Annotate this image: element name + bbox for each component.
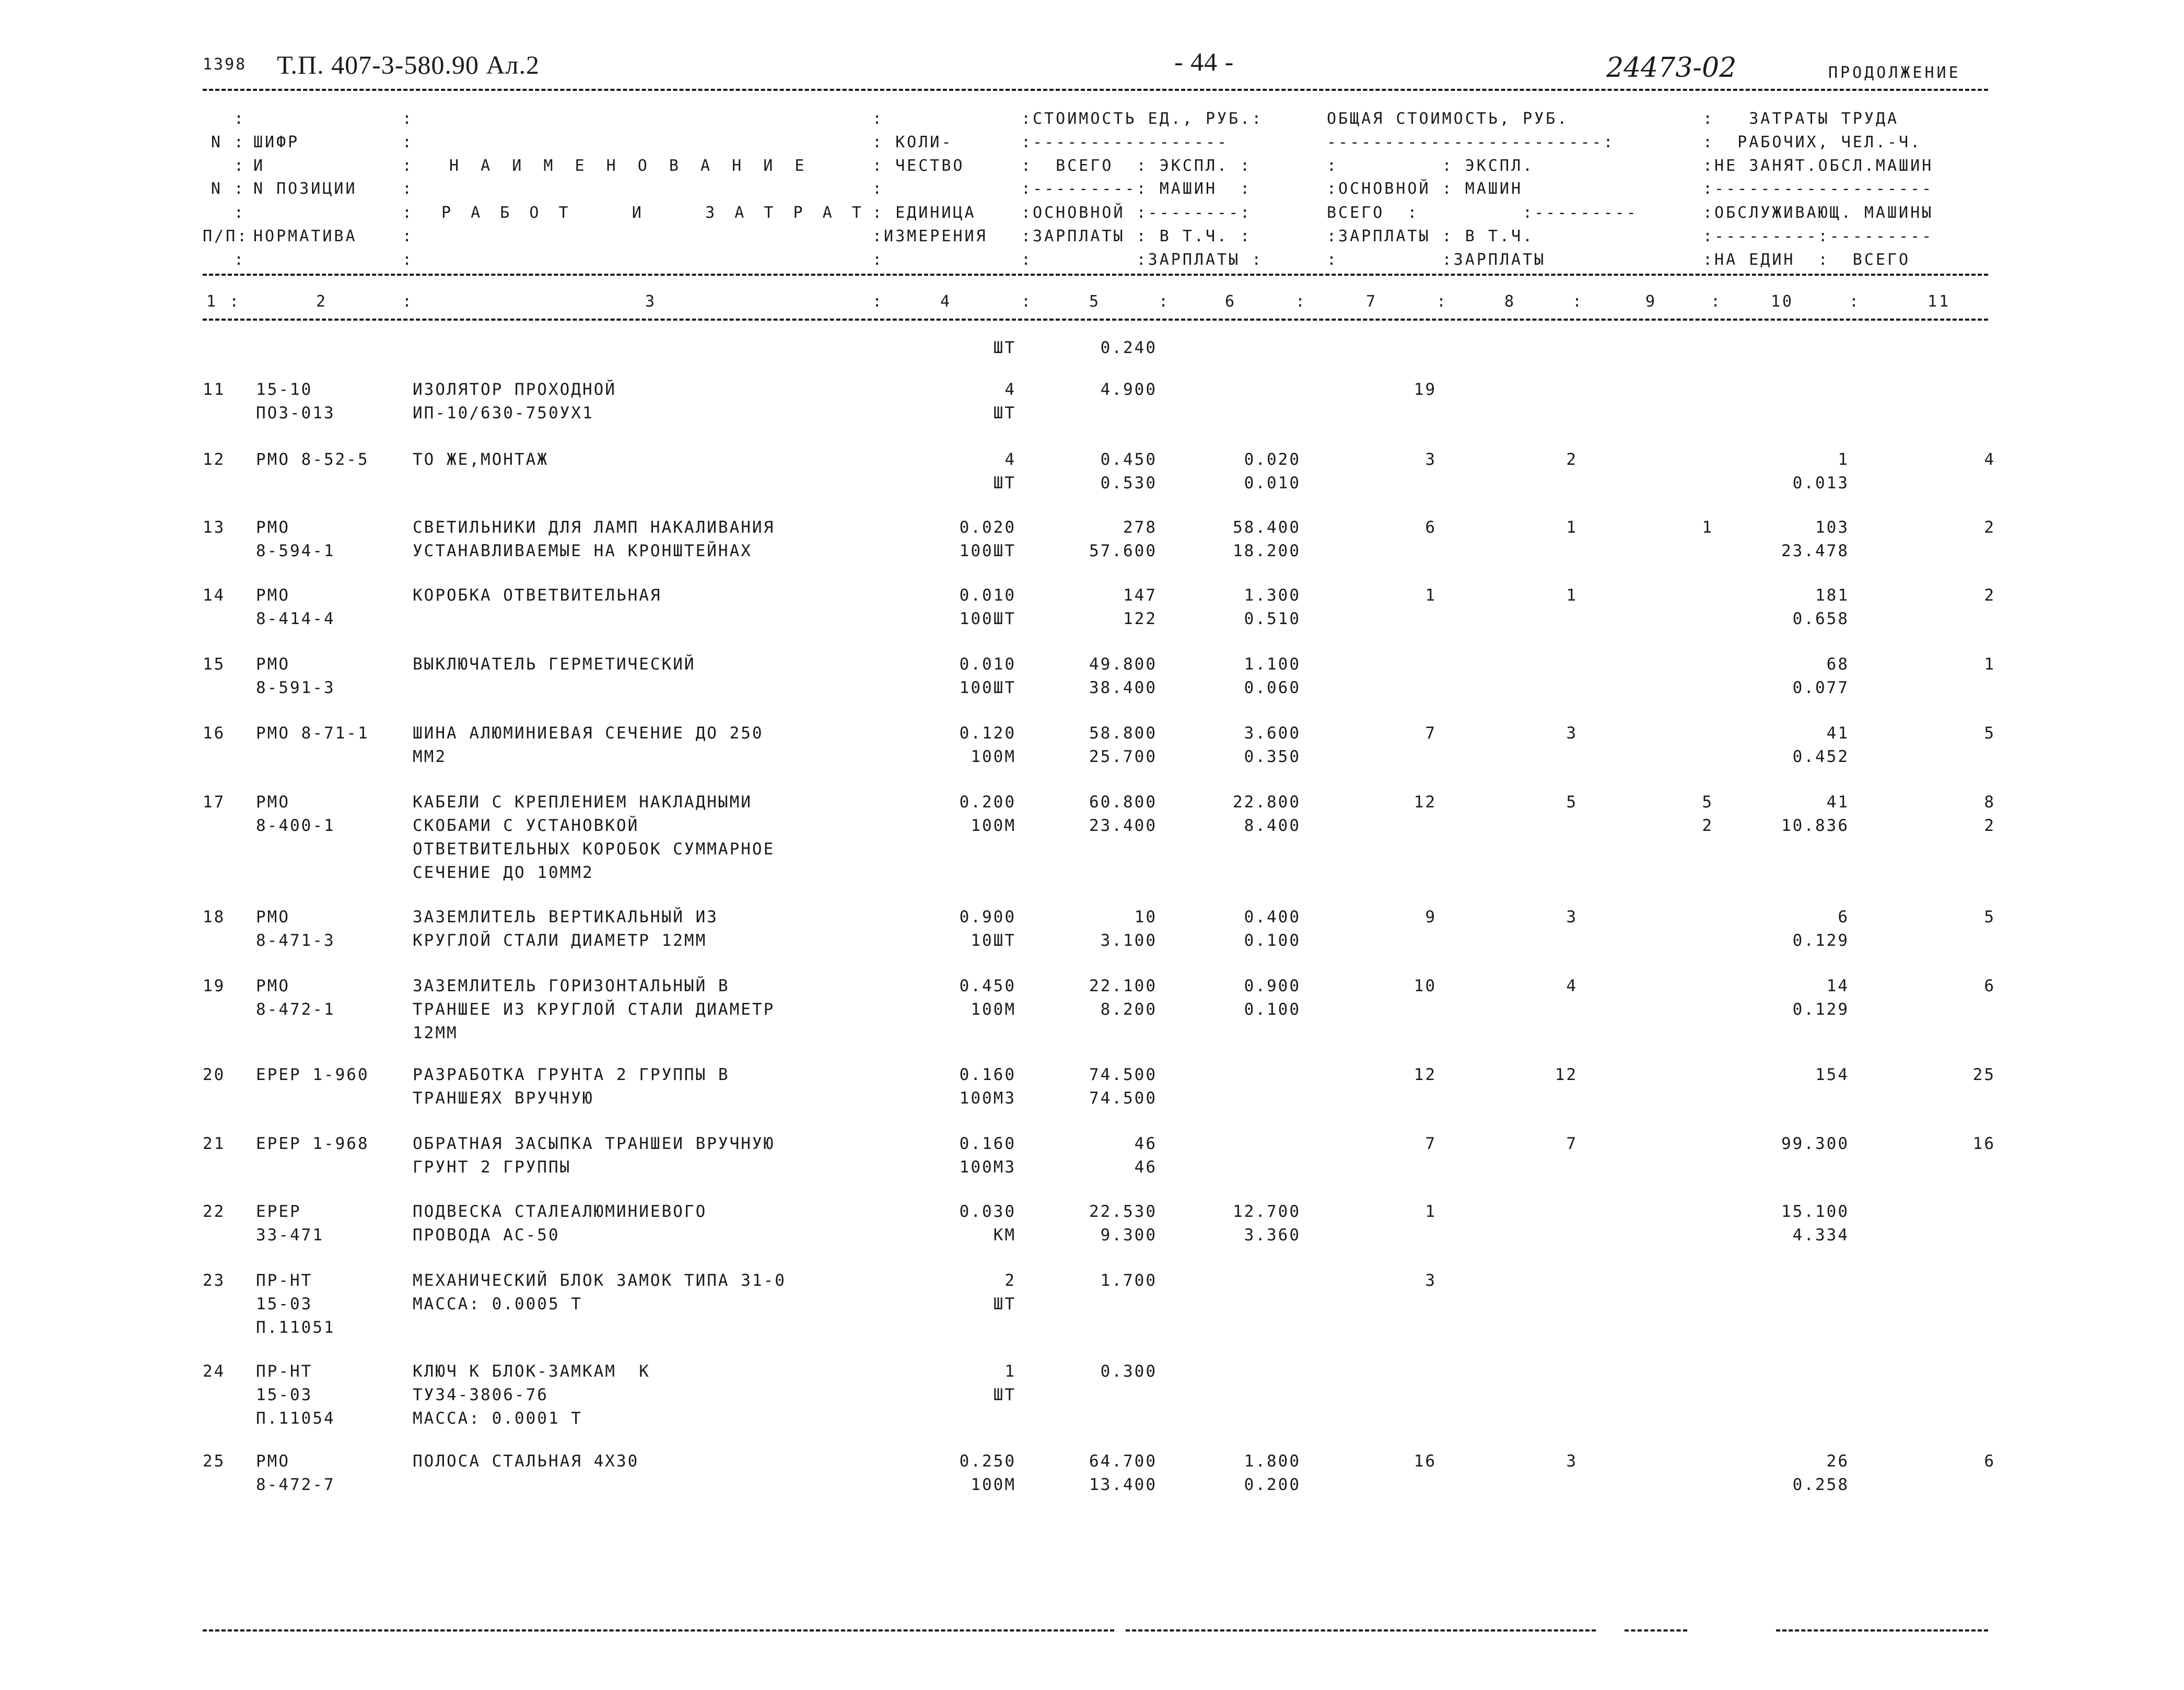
- row-name-cell: КАБЕЛИ С КРЕПЛЕНИЕМ НАКЛАДНЫМИ: [413, 793, 752, 812]
- row-qty-cell: 4: [1005, 450, 1016, 469]
- column-number: :: [1159, 292, 1171, 311]
- row-c10-cell: 0.129: [1792, 1000, 1849, 1019]
- column-number: :: [1021, 292, 1033, 311]
- row-c11-cell: 4: [1984, 450, 1995, 469]
- row-code-cell: ПОЗ-013: [256, 404, 335, 422]
- row-number: 22: [203, 1202, 226, 1221]
- header-col-code-line: N ПОЗИЦИИ: [253, 180, 357, 198]
- column-number: 6: [1225, 292, 1237, 311]
- header-col-unit-cost-line: :ОСНОВНОЙ :--------:: [1021, 204, 1252, 222]
- header-col-code-line: ШИФР: [253, 133, 300, 151]
- row-c5-cell: 9.300: [1100, 1226, 1157, 1245]
- row-name-cell: СВЕТИЛЬНИКИ ДЛЯ ЛАМП НАКАЛИВАНИЯ: [413, 518, 775, 537]
- row-c10-cell: 181: [1815, 586, 1849, 605]
- carry-over-price: 0.240: [1100, 338, 1157, 357]
- row-c5-cell: 74.500: [1089, 1065, 1157, 1084]
- row-qty-cell: ШТ: [993, 1295, 1016, 1313]
- column-number: :: [1711, 292, 1723, 311]
- row-number: 20: [203, 1065, 226, 1084]
- row-name-cell: ТРАНШЕЯХ ВРУЧНУЮ: [413, 1089, 594, 1108]
- bottom-rule-a: [203, 1629, 1114, 1632]
- row-c5-cell: 3.100: [1100, 931, 1157, 950]
- row-c5-cell: 22.530: [1089, 1202, 1157, 1221]
- row-qty-cell: 100ШТ: [959, 542, 1016, 560]
- row-code-cell: 15-03: [256, 1386, 313, 1404]
- header-col-unit-cost-line: :---------: МАШИН :: [1021, 180, 1252, 198]
- header-col-labor-line: : РАБОЧИХ, ЧЕЛ.-Ч.: [1703, 133, 1922, 151]
- column-number: 3: [645, 292, 657, 311]
- header-col-qty-line: :: [872, 180, 884, 198]
- row-c10-cell: 10.836: [1781, 816, 1849, 835]
- row-name-cell: МЕХАНИЧЕСКИЙ БЛОК ЗАМОК ТИПА 31-0: [413, 1271, 786, 1290]
- row-c10-cell: 4.334: [1792, 1226, 1849, 1245]
- row-number: 14: [203, 586, 226, 605]
- row-name-cell: ММ2: [413, 747, 447, 766]
- row-c6-cell: 22.800: [1233, 793, 1301, 812]
- row-c8-cell: 1: [1566, 586, 1578, 605]
- row-qty-cell: 0.160: [959, 1065, 1016, 1084]
- row-c7-cell: 7: [1425, 724, 1436, 743]
- row-c5-cell: 0.300: [1100, 1362, 1157, 1381]
- column-number: :: [1572, 292, 1584, 311]
- row-qty-cell: 100М: [971, 816, 1016, 835]
- row-code-cell: РМО: [256, 1452, 290, 1471]
- row-code-cell: РМО: [256, 908, 290, 926]
- row-c10-cell: 103: [1815, 518, 1849, 537]
- row-c10-cell: 1: [1838, 450, 1849, 469]
- row-qty-cell: 100ШТ: [959, 609, 1016, 628]
- header-name-title: Н А И М Е Н О В А Н И Е: [449, 157, 811, 175]
- header-col-unit-cost-line: :-----------------: [1021, 133, 1229, 151]
- row-code-cell: РМО: [256, 977, 290, 995]
- row-code-cell: 8-414-4: [256, 609, 335, 628]
- row-c10-cell: 0.258: [1792, 1475, 1849, 1494]
- row-qty-cell: 100М: [971, 747, 1016, 766]
- row-c6-cell: 0.100: [1244, 931, 1301, 950]
- row-number: 12: [203, 450, 226, 469]
- header-col-labor-line: :НА ЕДИН : ВСЕГО: [1703, 251, 1911, 269]
- row-qty-cell: 100М3: [959, 1158, 1016, 1177]
- row-c11-cell: 1: [1984, 655, 1995, 674]
- row-c10-cell: 68: [1826, 655, 1849, 674]
- header-col-index-line: N :: [211, 133, 246, 151]
- row-c5-cell: 60.800: [1089, 793, 1157, 812]
- row-c5-cell: 23.400: [1089, 816, 1157, 835]
- header-col-labor-line: :---------:---------: [1703, 227, 1934, 245]
- row-code-cell: 8-471-3: [256, 931, 335, 950]
- row-c10-cell: 14: [1826, 977, 1849, 995]
- header-col-qty-line: :ИЗМЕРЕНИЯ: [872, 227, 988, 245]
- row-qty-cell: 0.020: [959, 518, 1016, 537]
- row-qty-cell: 100М: [971, 1475, 1016, 1494]
- page-number: - 44 -: [1174, 47, 1234, 76]
- row-c8-cell: 2: [1566, 450, 1578, 469]
- row-qty-cell: 100М3: [959, 1089, 1016, 1108]
- row-c10-cell: 154: [1815, 1065, 1849, 1084]
- row-name-cell: РАЗРАБОТКА ГРУНТА 2 ГРУППЫ В: [413, 1065, 730, 1084]
- row-c6-cell: 0.200: [1244, 1475, 1301, 1494]
- row-c6-cell: 0.350: [1244, 747, 1301, 766]
- row-name-cell: МАССА: 0.0001 Т: [413, 1409, 582, 1428]
- row-qty-cell: 1: [1005, 1362, 1016, 1381]
- header-col-labor-line: :ОБСЛУЖИВАЮЩ. МАШИНЫ: [1703, 204, 1934, 222]
- column-number: 8: [1504, 292, 1516, 311]
- header-col-unit-cost-line: : ВСЕГО : ЭКСПЛ. :: [1021, 157, 1252, 175]
- row-name-cell: ПРОВОДА АС-50: [413, 1226, 560, 1245]
- column-number: 1 :: [206, 292, 241, 311]
- row-c7-cell: 6: [1425, 518, 1436, 537]
- row-c6-cell: 0.010: [1244, 474, 1301, 492]
- row-qty-cell: ШТ: [993, 404, 1016, 422]
- row-c11-cell: 5: [1984, 908, 1995, 926]
- column-number: :: [1849, 292, 1861, 311]
- header-col-qty-line: :: [872, 251, 884, 269]
- header-col-unit-cost-line: :ЗАРПЛАТЫ : В Т.Ч. :: [1021, 227, 1252, 245]
- row-c6-cell: 3.360: [1244, 1226, 1301, 1245]
- row-c8-cell: 12: [1555, 1065, 1578, 1084]
- column-number: :: [1436, 292, 1449, 311]
- row-qty-cell: 0.010: [959, 655, 1016, 674]
- row-code-cell: РМО: [256, 586, 290, 605]
- header-col-total-cost-line: :ОСНОВНОЙ : МАШИН: [1327, 180, 1523, 198]
- row-c5-cell: 74.500: [1089, 1089, 1157, 1108]
- row-qty-cell: 0.250: [959, 1452, 1016, 1471]
- row-c7-cell: 12: [1414, 793, 1436, 812]
- row-c10-cell: 0.452: [1792, 747, 1849, 766]
- row-c6-cell: 1.100: [1244, 655, 1301, 674]
- row-qty-cell: ШТ: [993, 474, 1016, 492]
- row-c5-cell: 10: [1134, 908, 1157, 926]
- bottom-rule-b: [1126, 1629, 1596, 1632]
- row-name-cell: ПОЛОСА СТАЛЬНАЯ 4Х30: [413, 1452, 639, 1471]
- row-number: 11: [203, 380, 226, 399]
- row-c11-cell: 6: [1984, 977, 1995, 995]
- row-name-cell: ШИНА АЛЮМИНИЕВАЯ СЕЧЕНИЕ ДО 250: [413, 724, 764, 743]
- header-col-qty-line: : ЕДИНИЦА: [872, 204, 976, 222]
- row-qty-cell: 10ШТ: [971, 931, 1016, 950]
- row-c7-cell: 1: [1425, 586, 1436, 605]
- row-c11-cell: 2: [1984, 518, 1995, 537]
- row-code-cell: ЕРЕР: [256, 1202, 301, 1221]
- row-c9-cell: 2: [1702, 816, 1713, 835]
- row-code-cell: 33-471: [256, 1226, 324, 1245]
- header-col-total-cost-line: ------------------------:: [1327, 133, 1615, 151]
- column-number: 7: [1366, 292, 1378, 311]
- header-col-qty-line: : ЧЕСТВО: [872, 157, 965, 175]
- row-code-cell: ЕРЕР 1-968: [256, 1134, 369, 1153]
- header-col-total-cost-line: ВСЕГО : :---------: [1327, 204, 1638, 222]
- row-c6-cell: 0.020: [1244, 450, 1301, 469]
- header-separator: :: [402, 251, 414, 269]
- header-col-index-line: :: [233, 204, 246, 222]
- row-c5-cell: 57.600: [1089, 542, 1157, 560]
- header-col-total-cost-line: : : ЭКСПЛ.: [1327, 157, 1535, 175]
- row-c5-cell: 25.700: [1089, 747, 1157, 766]
- header-separator: :: [402, 204, 414, 222]
- row-c8-cell: 5: [1566, 793, 1578, 812]
- row-code-cell: РМО: [256, 655, 290, 674]
- header-col-labor-line: : ЗАТРАТЫ ТРУДА: [1703, 110, 1899, 128]
- header-col-index-line: N :: [211, 180, 246, 198]
- row-name-cell: ПОДВЕСКА СТАЛЕАЛЮМИНИЕВОГО: [413, 1202, 707, 1221]
- header-col-index-line: П/П:: [203, 227, 249, 245]
- row-c11-cell: 2: [1984, 816, 1995, 835]
- row-c7-cell: 10: [1414, 977, 1436, 995]
- row-number: 23: [203, 1271, 226, 1290]
- header-col-qty-line: :: [872, 110, 884, 128]
- row-name-cell: ИЗОЛЯТОР ПРОХОДНОЙ: [413, 380, 616, 399]
- row-c7-cell: 3: [1425, 450, 1436, 469]
- header-col-unit-cost-line: :СТОИМОСТЬ ЕД., РУБ.:: [1021, 110, 1264, 128]
- row-code-cell: ЕРЕР 1-960: [256, 1065, 369, 1084]
- row-name-cell: СЕЧЕНИЕ ДО 10ММ2: [413, 863, 594, 882]
- row-c5-cell: 22.100: [1089, 977, 1157, 995]
- document-number: 24473-02: [1606, 52, 1737, 84]
- bottom-rule-c: [1625, 1629, 1687, 1632]
- row-c11-cell: 6: [1984, 1452, 1995, 1471]
- row-code-cell: П.11051: [256, 1318, 335, 1337]
- row-c6-cell: 0.100: [1244, 1000, 1301, 1019]
- header-rule: [203, 274, 1988, 276]
- row-name-cell: МАССА: 0.0005 Т: [413, 1295, 582, 1313]
- row-qty-cell: 0.160: [959, 1134, 1016, 1153]
- row-qty-cell: ШТ: [993, 1386, 1016, 1404]
- row-name-cell: КРУГЛОЙ СТАЛИ ДИАМЕТР 12ММ: [413, 931, 707, 950]
- row-c6-cell: 3.600: [1244, 724, 1301, 743]
- header-col-qty-line: : КОЛИ-: [872, 133, 953, 151]
- row-c8-cell: 1: [1566, 518, 1578, 537]
- column-number-rule: [203, 319, 1988, 321]
- document-code: Т.П. 407-3-580.90 Ал.2: [277, 50, 540, 79]
- row-c7-cell: 9: [1425, 908, 1436, 926]
- row-qty-cell: 0.450: [959, 977, 1016, 995]
- row-c6-cell: 18.200: [1233, 542, 1301, 560]
- header-col-code-line: И: [253, 157, 265, 175]
- row-qty-cell: 2: [1005, 1271, 1016, 1290]
- row-c10-cell: 15.100: [1781, 1202, 1849, 1221]
- bottom-rule-d: [1776, 1629, 1988, 1632]
- column-number: :: [872, 292, 884, 311]
- header-separator: :: [402, 227, 414, 245]
- row-c7-cell: 7: [1425, 1134, 1436, 1153]
- row-number: 13: [203, 518, 226, 537]
- row-c10-cell: 0.658: [1792, 609, 1849, 628]
- column-number: 9: [1645, 292, 1657, 311]
- header-col-labor-line: :НЕ ЗАНЯТ.ОБСЛ.МАШИН: [1703, 157, 1934, 175]
- row-name-cell: ТУ34-3806-76: [413, 1386, 548, 1404]
- header-separator: :: [402, 110, 414, 128]
- row-name-cell: ОТВЕТВИТЕЛЬНЫХ КОРОБОК СУММАРНОЕ: [413, 840, 775, 859]
- row-c10-cell: 26: [1826, 1452, 1849, 1471]
- row-number: 19: [203, 977, 226, 995]
- row-number: 24: [203, 1362, 226, 1381]
- row-code-cell: РМО 8-71-1: [256, 724, 369, 743]
- row-c8-cell: 3: [1566, 908, 1578, 926]
- column-number: :: [402, 292, 414, 311]
- row-c6-cell: 0.900: [1244, 977, 1301, 995]
- row-c5-cell: 8.200: [1100, 1000, 1157, 1019]
- row-number: 21: [203, 1134, 226, 1153]
- carry-over-unit: ШТ: [993, 338, 1016, 357]
- row-c5-cell: 46: [1134, 1158, 1157, 1177]
- row-name-cell: ЗАЗЕМЛИТЕЛЬ ГОРИЗОНТАЛЬНЫЙ В: [413, 977, 730, 995]
- header-col-index-line: :: [233, 157, 246, 175]
- row-c5-cell: 4.900: [1100, 380, 1157, 399]
- row-qty-cell: 100М: [971, 1000, 1016, 1019]
- row-c5-cell: 64.700: [1089, 1452, 1157, 1471]
- row-c7-cell: 1: [1425, 1202, 1436, 1221]
- row-c6-cell: 1.300: [1244, 586, 1301, 605]
- row-number: 17: [203, 793, 226, 812]
- header-col-total-cost-line: : :ЗАРПЛАТЫ: [1327, 251, 1546, 269]
- row-c6-cell: 58.400: [1233, 518, 1301, 537]
- row-c5-cell: 49.800: [1089, 655, 1157, 674]
- top-rule: [203, 89, 1988, 91]
- row-c5-cell: 58.800: [1089, 724, 1157, 743]
- row-c11-cell: 2: [1984, 586, 1995, 605]
- row-c10-cell: 41: [1826, 724, 1849, 743]
- header-col-total-cost-line: :ЗАРПЛАТЫ : В Т.Ч.: [1327, 227, 1535, 245]
- row-c11-cell: 25: [1972, 1065, 1995, 1084]
- column-number: 5: [1089, 292, 1101, 311]
- row-c10-cell: 41: [1826, 793, 1849, 812]
- row-c5-cell: 46: [1134, 1134, 1157, 1153]
- row-name-cell: СКОБАМИ С УСТАНОВКОЙ: [413, 816, 639, 835]
- row-c6-cell: 0.510: [1244, 609, 1301, 628]
- continuation-label: ПРОДОЛЖЕНИЕ: [1828, 64, 1961, 82]
- row-c5-cell: 122: [1123, 609, 1157, 628]
- row-code-cell: 15-03: [256, 1295, 313, 1313]
- row-c5-cell: 38.400: [1089, 678, 1157, 697]
- row-c6-cell: 12.700: [1233, 1202, 1301, 1221]
- row-qty-cell: 0.010: [959, 586, 1016, 605]
- row-c6-cell: 1.800: [1244, 1452, 1301, 1471]
- row-code-cell: 8-594-1: [256, 542, 335, 560]
- row-c7-cell: 12: [1414, 1065, 1436, 1084]
- row-number: 15: [203, 655, 226, 674]
- row-code-cell: 8-472-7: [256, 1475, 335, 1494]
- row-c6-cell: 8.400: [1244, 816, 1301, 835]
- row-name-cell: ГРУНТ 2 ГРУППЫ: [413, 1158, 571, 1177]
- row-c11-cell: 16: [1972, 1134, 1995, 1153]
- row-c5-cell: 278: [1123, 518, 1157, 537]
- row-c5-cell: 13.400: [1089, 1475, 1157, 1494]
- row-code-cell: П.11054: [256, 1409, 335, 1428]
- row-c7-cell: 3: [1425, 1271, 1436, 1290]
- row-name-cell: 12ММ: [413, 1024, 458, 1042]
- row-name-cell: ЗАЗЕМЛИТЕЛЬ ВЕРТИКАЛЬНЫЙ ИЗ: [413, 908, 718, 926]
- row-name-cell: ОБРАТНАЯ ЗАСЫПКА ТРАНШЕИ ВРУЧНУЮ: [413, 1134, 775, 1153]
- row-c11-cell: 5: [1984, 724, 1995, 743]
- row-c5-cell: 0.530: [1100, 474, 1157, 492]
- row-c10-cell: 99.300: [1781, 1134, 1849, 1153]
- row-c10-cell: 0.077: [1792, 678, 1849, 697]
- row-name-cell: ВЫКЛЮЧАТЕЛЬ ГЕРМЕТИЧЕСКИЙ: [413, 655, 696, 674]
- row-c9-cell: 5: [1702, 793, 1713, 812]
- column-number: 4: [940, 292, 952, 311]
- row-c6-cell: 0.060: [1244, 678, 1301, 697]
- row-c5-cell: 147: [1123, 586, 1157, 605]
- row-c7-cell: 16: [1414, 1452, 1436, 1471]
- header-col-index-line: :: [233, 251, 246, 269]
- row-c11-cell: 8: [1984, 793, 1995, 812]
- row-c7-cell: 19: [1414, 380, 1436, 399]
- row-code-cell: ПР-НТ: [256, 1271, 313, 1290]
- row-c9-cell: 1: [1702, 518, 1713, 537]
- header-separator: :: [402, 157, 414, 175]
- row-c5-cell: 0.450: [1100, 450, 1157, 469]
- row-c5-cell: 1.700: [1100, 1271, 1157, 1290]
- row-qty-cell: КМ: [993, 1226, 1016, 1245]
- header-separator: :: [402, 180, 414, 198]
- row-qty-cell: 0.120: [959, 724, 1016, 743]
- row-code-cell: РМО 8-52-5: [256, 450, 369, 469]
- column-number: :: [1295, 292, 1307, 311]
- header-col-code-line: НОРМАТИВА: [253, 227, 357, 245]
- header-separator: :: [402, 133, 414, 151]
- row-qty-cell: 4: [1005, 380, 1016, 399]
- row-code-cell: 8-400-1: [256, 816, 335, 835]
- row-c10-cell: 23.478: [1781, 542, 1849, 560]
- row-qty-cell: 0.200: [959, 793, 1016, 812]
- sheet-number: 1398: [203, 55, 247, 74]
- row-number: 25: [203, 1452, 226, 1471]
- row-name-cell: УСТАНАВЛИВАЕМЫЕ НА КРОНШТЕЙНАХ: [413, 542, 752, 560]
- row-qty-cell: 0.900: [959, 908, 1016, 926]
- row-c8-cell: 7: [1566, 1134, 1578, 1153]
- row-code-cell: 15-10: [256, 380, 313, 399]
- header-col-labor-line: :-------------------: [1703, 180, 1934, 198]
- row-c10-cell: 0.013: [1792, 474, 1849, 492]
- row-name-cell: ТРАНШЕЕ ИЗ КРУГЛОЙ СТАЛИ ДИАМЕТР: [413, 1000, 775, 1019]
- row-c6-cell: 0.400: [1244, 908, 1301, 926]
- row-code-cell: 8-591-3: [256, 678, 335, 697]
- column-number: 11: [1928, 292, 1951, 311]
- row-name-cell: КОРОБКА ОТВЕТВИТЕЛЬНАЯ: [413, 586, 662, 605]
- column-number: 10: [1771, 292, 1794, 311]
- row-c10-cell: 0.129: [1792, 931, 1849, 950]
- row-code-cell: ПР-НТ: [256, 1362, 313, 1381]
- row-code-cell: 8-472-1: [256, 1000, 335, 1019]
- row-c8-cell: 3: [1566, 1452, 1578, 1471]
- row-name-cell: КЛЮЧ К БЛОК-ЗАМКАМ К: [413, 1362, 650, 1381]
- column-number: 2: [316, 292, 328, 311]
- row-name-cell: ИП-10/630-750УХ1: [413, 404, 594, 422]
- row-qty-cell: 100ШТ: [959, 678, 1016, 697]
- header-col-unit-cost-line: : :ЗАРПЛАТЫ :: [1021, 251, 1264, 269]
- row-name-cell: ТО ЖЕ,МОНТАЖ: [413, 450, 548, 469]
- row-code-cell: РМО: [256, 518, 290, 537]
- header-col-index-line: :: [233, 110, 246, 128]
- header-col-total-cost-line: ОБЩАЯ СТОИМОСТЬ, РУБ.: [1327, 110, 1569, 128]
- row-number: 16: [203, 724, 226, 743]
- row-number: 18: [203, 908, 226, 926]
- row-qty-cell: 0.030: [959, 1202, 1016, 1221]
- header-name-subtitle: Р А Б О Т И З А Т Р А Т: [441, 204, 867, 222]
- row-c10-cell: 6: [1838, 908, 1849, 926]
- row-code-cell: РМО: [256, 793, 290, 812]
- row-c8-cell: 3: [1566, 724, 1578, 743]
- row-c8-cell: 4: [1566, 977, 1578, 995]
